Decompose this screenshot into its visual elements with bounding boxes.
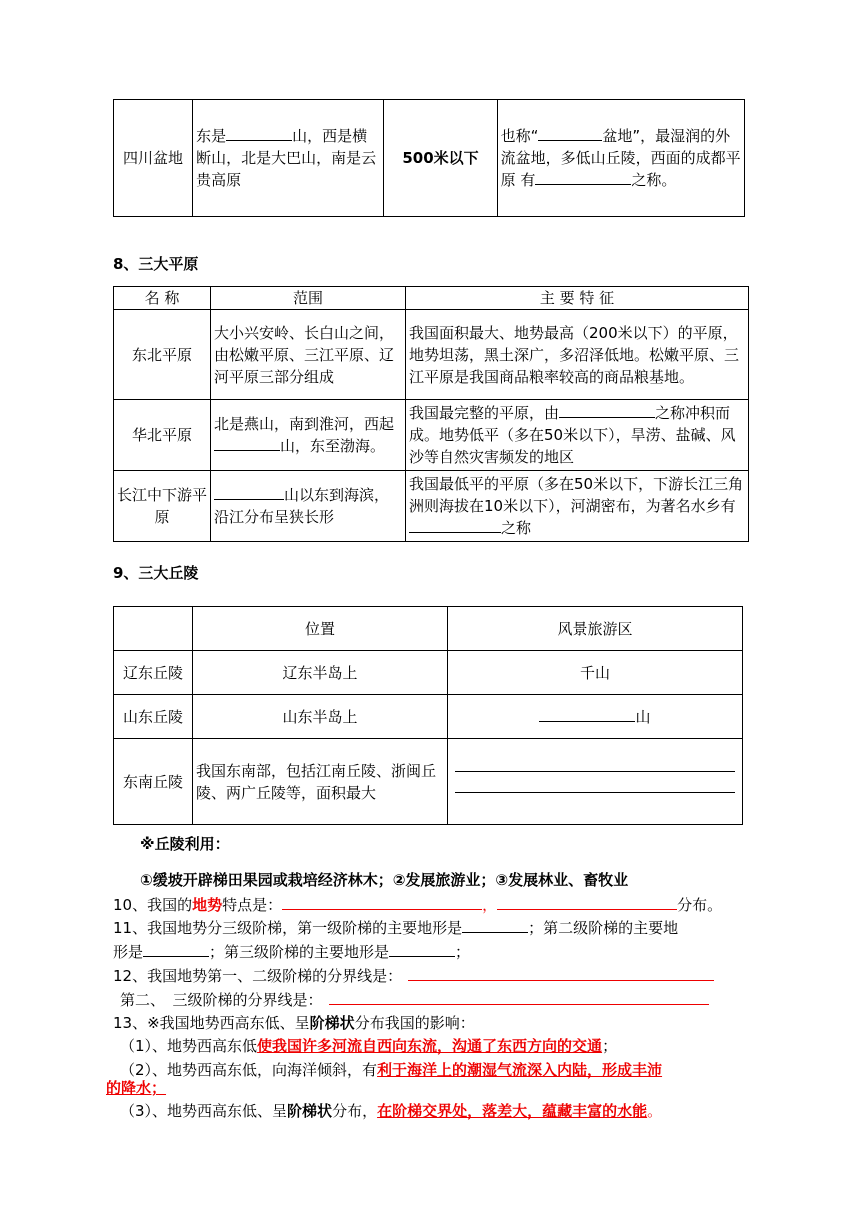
- text: 分布我国的影响：: [354, 1014, 475, 1032]
- plain-range: 大小兴安岭、长白山之间，由松嫩平原、三江平原、辽河平原三部分组成: [211, 310, 406, 400]
- text: 11、我国地势分三级阶梯，第一级阶梯的主要地形是: [113, 919, 463, 937]
- text: 之称冲积而成。地势低平（多在50米以下），旱涝、盐碱、风沙等自然灾害频发的地区: [409, 404, 736, 466]
- text: 使我国许多河流自西向东流，沟通了东西方向的交通: [257, 1037, 603, 1055]
- plain-range: [211, 471, 406, 542]
- blank: [538, 126, 602, 141]
- text: 10、我国的: [113, 896, 193, 914]
- blank: [535, 170, 631, 185]
- text: 在阶梯交界处，落差大，蕴藏丰富的水能: [377, 1102, 648, 1120]
- table-row: [114, 695, 743, 739]
- blank: [539, 707, 635, 722]
- text: 。: [647, 1102, 663, 1120]
- text: 山以东到海滨，沿江分布呈狭长形: [214, 486, 390, 526]
- text: 阶梯状: [309, 1014, 355, 1032]
- blank: [497, 895, 677, 910]
- text: 山，东至渤海。: [280, 437, 386, 455]
- plain-feature: [406, 400, 749, 471]
- text: （2）、地势西高东低，向海洋倾斜，有: [120, 1061, 378, 1079]
- table-row: [114, 607, 743, 651]
- header-scenic: 风景旅游区: [448, 607, 743, 651]
- plain-range: [211, 400, 406, 471]
- question-12: [113, 964, 714, 988]
- text: 地势: [192, 896, 223, 914]
- point-2: [120, 1058, 750, 1082]
- table-row: [114, 100, 745, 217]
- hill-name: 辽东丘陵: [114, 651, 193, 695]
- plain-feature: [406, 471, 749, 542]
- text: 盆地”，最湿润的外流盆地，多低山丘陵，西面的成都平原 有: [500, 127, 741, 189]
- text: 分布，: [332, 1102, 378, 1120]
- table-row: [114, 739, 743, 825]
- point-3: [120, 1099, 662, 1123]
- table-row: [114, 310, 749, 400]
- text: 我国最低平的平原（多在50米以下，下游长江三角洲则海拔在10米以下），河湖密布，为著名水乡有: [409, 475, 744, 515]
- basin-elevation: 500米以下: [384, 100, 497, 217]
- question-10: [113, 893, 722, 917]
- text: 第二、 三级阶梯的分界线是：: [120, 991, 323, 1009]
- blank: [143, 942, 209, 957]
- hill-scenic: 千山: [448, 651, 743, 695]
- text: 阶梯状: [287, 1102, 333, 1120]
- text: ；第三级阶梯的主要地形是: [209, 943, 390, 961]
- hills-table: [113, 606, 743, 825]
- header-range: 范围: [211, 287, 406, 310]
- hills-use-title: ※丘陵利用：: [140, 835, 230, 853]
- table-row: [114, 287, 749, 310]
- blank: [408, 966, 714, 981]
- blank: [462, 918, 528, 933]
- basin-range: [193, 100, 384, 217]
- hill-name: 东南丘陵: [114, 739, 193, 825]
- header-position: 位置: [193, 607, 448, 651]
- text: 形是: [113, 943, 144, 961]
- blank: [226, 126, 292, 141]
- hill-position: 辽东半岛上: [193, 651, 448, 695]
- text: ，: [482, 896, 498, 914]
- basin-name: 四川盆地: [114, 100, 193, 217]
- hills-use-items: ①缓坡开辟梯田果园或栽培经济林木；②发展旅游业；③发展林业、畜牧业: [140, 871, 629, 889]
- table-row: [114, 651, 743, 695]
- text: 之称: [501, 519, 532, 537]
- text: 13、※我国地势西高东低、呈: [113, 1014, 310, 1032]
- plain-name: 长江中下游平原: [114, 471, 211, 542]
- header-empty: [114, 607, 193, 651]
- text: 山: [635, 707, 651, 726]
- section-9-title: 9、三大丘陵: [113, 564, 199, 582]
- hill-scenic: [448, 695, 743, 739]
- blank: [389, 942, 455, 957]
- point-1: [120, 1034, 617, 1058]
- text: 北是燕山，南到淮河，西起: [214, 415, 395, 433]
- table-row: [114, 471, 749, 542]
- text: 的降水；: [106, 1079, 167, 1097]
- text: 也称“: [500, 127, 539, 145]
- question-13: [113, 1011, 475, 1035]
- text: 我国最完整的平原，由: [409, 404, 560, 422]
- text: ；第二级阶梯的主要地: [528, 919, 679, 937]
- header-feature: 主 要 特 征: [406, 287, 749, 310]
- basin-table: [113, 99, 745, 217]
- answer-line: [455, 771, 735, 772]
- question-11: [113, 916, 678, 940]
- text: 分布。: [677, 896, 723, 914]
- plain-feature: 我国面积最大、地势最高（200米以下）的平原，地势坦荡，黑土深广，多沼泽低地。松嫩平原、三江平原是我国商品粮率较高的商品粮基地。: [406, 310, 749, 400]
- plain-name: 华北平原: [114, 400, 211, 471]
- point-2-cont: [106, 1076, 166, 1100]
- plains-table: [113, 286, 749, 542]
- answer-line: [455, 792, 735, 793]
- question-12b: [120, 988, 709, 1012]
- blank: [329, 990, 709, 1005]
- text: 山，西是横断山，北是大巴山，南是云贵高原: [196, 127, 377, 189]
- blank: [409, 518, 501, 533]
- text: 之称。: [631, 171, 677, 189]
- text: 12、我国地势第一、二级阶梯的分界线是：: [113, 967, 403, 985]
- text: 利于海洋上的潮湿气流深入内陆，形成丰沛: [377, 1061, 663, 1079]
- table-row: [114, 400, 749, 471]
- blank: [214, 485, 284, 500]
- plain-name: 东北平原: [114, 310, 211, 400]
- text: （1）、地势西高东低: [120, 1037, 258, 1055]
- hill-position: 我国东南部，包括江南丘陵、浙闽丘陵、两广丘陵等，面积最大: [193, 739, 448, 825]
- blank: [214, 436, 280, 451]
- section-8-title: 8、三大平原: [113, 255, 199, 273]
- text: ；: [455, 943, 471, 961]
- text: （3）、地势西高东低、呈: [120, 1102, 288, 1120]
- basin-feature: [497, 100, 744, 217]
- hill-position: 山东半岛上: [193, 695, 448, 739]
- header-name: 名 称: [114, 287, 211, 310]
- blank: [282, 895, 482, 910]
- text: 东是: [196, 127, 227, 145]
- blank: [559, 403, 655, 418]
- text: ；: [602, 1037, 618, 1055]
- hill-scenic: [448, 739, 743, 825]
- question-11-cont: [113, 940, 470, 964]
- hill-name: 山东丘陵: [114, 695, 193, 739]
- text: 特点是：: [222, 896, 283, 914]
